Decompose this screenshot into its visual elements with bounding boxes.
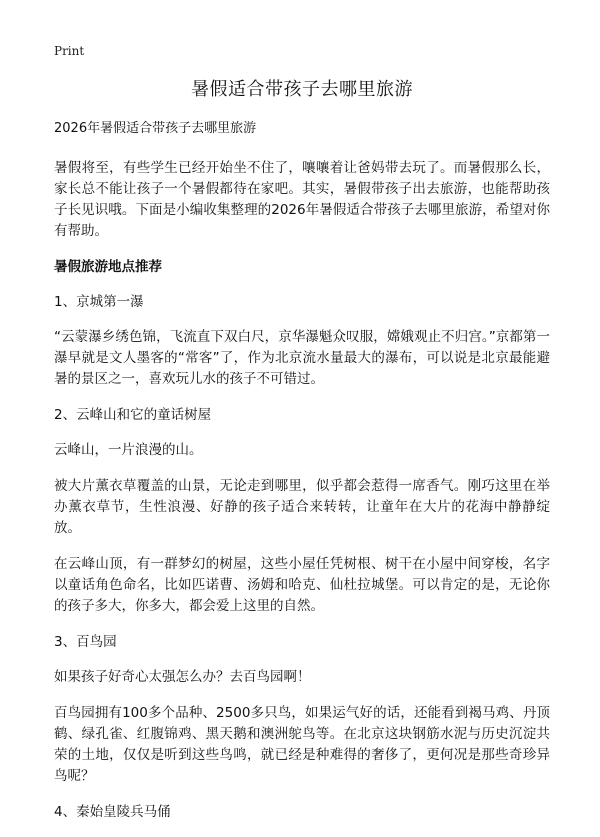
article-subtitle: 2026年暑假适合带孩子去哪里旅游 bbox=[54, 121, 257, 136]
destination-heading: 1、京城第一瀑 bbox=[54, 294, 144, 310]
destination-paragraph: 云峰山，一片浪漫的山。 bbox=[54, 442, 203, 458]
destination-paragraph: 在云峰山顶，有一群梦幻的树屋，这些小屋任凭树根、树干在小屋中间穿梭，名字以童话角色命名，比如匹诺曹、汤姆和哈克、仙杜拉城堡。可以肯定的是，无论你的孩子多大，你多大，都会爱上这里的自然。 bbox=[54, 556, 550, 614]
destination-paragraph: 被大片薰衣草覆盖的山景，无论走到哪里，似乎都会惹得一席香气。刚巧这里在举办薰衣草节，生性浪漫、好静的孩子适合来转转，让童年在大片的花海中静静绽放。 bbox=[54, 478, 550, 536]
section-heading: 暑假旅游地点推荐 bbox=[54, 259, 162, 275]
destination-heading: 4、秦始皇陵兵马俑 bbox=[54, 804, 171, 820]
destination-paragraph: “云蒙瀑乡绣色锦，飞流直下双白尺，京华瀑魁众叹服，嫦娥观止不归宫。”京都第一瀑早就是文人墨客的“常客”了，作为北京流水量最大的瀑布，可以说是北京最能避暑的景区之一，喜欢玩儿水的孩子不可错过。 bbox=[54, 329, 550, 387]
destination-2 bbox=[54, 405, 550, 617]
destination-4 bbox=[54, 802, 550, 822]
destination-1 bbox=[54, 292, 550, 390]
destination-3 bbox=[54, 632, 550, 787]
page-title: 暑假适合带孩子去哪里旅游 bbox=[191, 79, 413, 100]
intro-paragraph: 暑假将至，有些学生已经开始坐不住了，嚷嚷着让爸妈带去玩了。而暑假那么长，家长总不能让孩子一个暑假都待在家吧。其实，暑假带孩子出去旅游，也能帮助孩子长见识哦。下面是小编收集整理的2026年暑假适合带孩子去哪里旅游，希望对你有帮助。 bbox=[54, 160, 550, 239]
destination-heading: 2、云峰山和它的童话树屋 bbox=[54, 407, 212, 423]
destination-heading: 3、百鸟园 bbox=[54, 634, 117, 650]
article bbox=[54, 78, 550, 837]
print-link[interactable]: Print bbox=[54, 44, 85, 58]
destination-paragraph: 百鸟园拥有100多个品种、2500多只鸟，如果运气好的话，还能看到褐马鸡、丹顶鹤、绿孔雀、红腹锦鸡、黑天鹅和澳洲鸵鸟等。在北京这块钢筋水泥与历史沉淀共荣的土地，仅仅是听到这些鸟鸣，就已经是种难得的奢侈了，更何况是那些奇珍异鸟呢？ bbox=[54, 705, 550, 784]
destination-paragraph: 如果孩子好奇心太强怎么办？去百鸟园啊！ bbox=[54, 669, 311, 685]
